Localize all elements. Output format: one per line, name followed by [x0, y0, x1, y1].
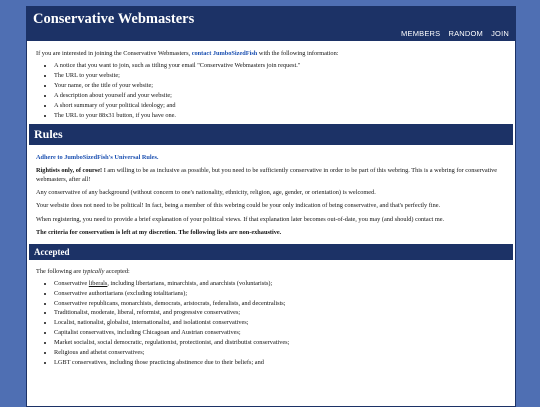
- site-title: Conservative Webmasters: [33, 11, 195, 27]
- list-item: • A description about yourself and your website;: [54, 92, 511, 100]
- list-item: • Religious and atheist conservatives;: [54, 349, 511, 357]
- intro-text-before: If you are interested in joining the Conservative Webmasters,: [36, 50, 192, 57]
- item-underlined-text: liberals: [88, 279, 108, 287]
- rule-paragraph: Your website does not need to be political! In fact, being a member of this webring could be your only indication of being conservative, and that's perfectly fine.: [36, 202, 441, 210]
- accepted-section: [31, 268, 511, 368]
- universal-rules-link[interactable]: Adhere to JumboSizedFish's Universal Rules.: [36, 154, 159, 162]
- list-item: • Traditionalist, moderate, liberal, reformist, and progressive conservatives;: [54, 309, 511, 317]
- rule-bold-text: Rightists only, of course!: [36, 167, 103, 175]
- page-container: [26, 6, 516, 407]
- list-item: • Localist, nationalist, globalist, internationalist, and isolationist conservatives;: [54, 319, 511, 327]
- lead-text-before: The following are: [36, 267, 83, 275]
- list-item: • Market socialist, social democratic, regulationist, protectionist, and distributist conservatives;: [54, 339, 511, 347]
- item-text: Conservative: [54, 279, 89, 287]
- list-item: • Your name, or the title of your website;: [54, 82, 511, 90]
- top-nav: [395, 29, 509, 38]
- intro-text-after: with the following information:: [257, 50, 339, 57]
- rule-paragraph: [36, 167, 511, 184]
- accepted-lead: [36, 268, 511, 276]
- contact-link[interactable]: contact JumboSizedFish: [191, 50, 258, 57]
- lead-text-after: accepted:: [104, 267, 130, 275]
- criteria-bold-text: The criteria for conservatism is left at my discretion. The following lists are non-exhaustive.: [36, 229, 282, 237]
- rule-text: I am willing to be as inclusive as possible, but you need to be sufficiently conservative in order to be part of this webring. This is a webring for conservative webmasters, after all!: [36, 167, 498, 183]
- list-item: • The URL to your website;: [54, 72, 511, 80]
- rule-paragraph: When registering, you need to provide a brief explanation of your political views. If that explanation later becomes out-of-date, you may (and should) contact me.: [36, 215, 445, 223]
- list-item: • A short summary of your political ideology; and: [54, 102, 511, 110]
- rules-section: [31, 154, 511, 238]
- accepted-list: [36, 280, 511, 367]
- intro-paragraph: [36, 50, 511, 58]
- list-item: • Capitalist conservatives, including Chicagoan and Austrian conservatives;: [54, 329, 511, 337]
- list-item: • Conservative authoritarians (excluding totalitarians);: [54, 290, 511, 298]
- list-item: • A notice that you want to join, such as titling your email "Conservative Webmasters join request.": [54, 62, 511, 70]
- rule-paragraph-criteria: [36, 229, 511, 237]
- intro-section: [31, 41, 511, 120]
- list-item: • The URL to your 88x31 button, if you have one.: [54, 112, 511, 120]
- list-item: [54, 280, 511, 288]
- rules-heading: Rules: [29, 124, 513, 145]
- nav-join-link[interactable]: JOIN: [491, 29, 509, 38]
- accepted-heading: Accepted: [29, 244, 513, 260]
- join-requirements-list: [36, 62, 511, 120]
- site-header: [27, 7, 515, 41]
- nav-random-link[interactable]: RANDOM: [448, 29, 484, 38]
- main-content: [27, 41, 515, 367]
- list-item: • Conservative republicans, monarchists, democrats, aristocrats, federalists, and decentralists;: [54, 300, 511, 308]
- rule-paragraph: Any conservative of any background (without concern to one's nationality, ethnicity, religion, age, gender, or orientation) is welcomed.: [36, 189, 376, 197]
- lead-emphasis: typically: [82, 267, 105, 275]
- nav-members-link[interactable]: MEMBERS: [401, 29, 441, 38]
- list-item: • LGBT conservatives, including those practicing abstinence due to their beliefs; and: [54, 359, 511, 367]
- item-text: , including libertarians, minarchists, and anarchists (voluntarists);: [107, 279, 273, 287]
